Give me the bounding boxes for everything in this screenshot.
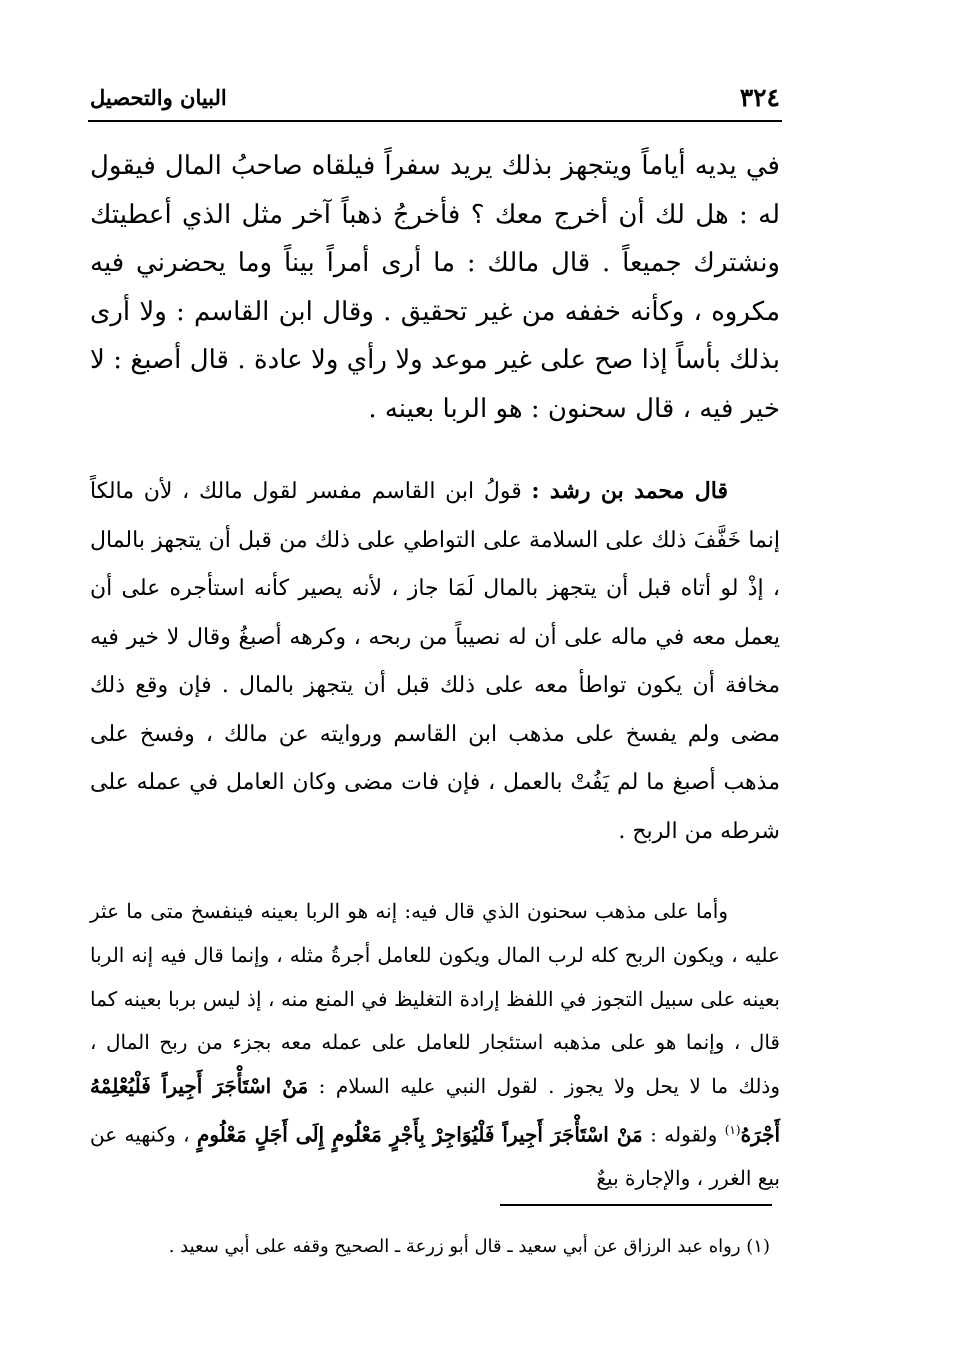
hadith-quote-1: مَنْ اسْتَأْجَرَ أَجِيراً فَلْيُعْلِمْهُ أَجْرَهُ xyxy=(90,1074,780,1147)
footnote-reference: (١) xyxy=(724,1122,741,1137)
paragraph-3-end: ، وكنهيه عن بيع الغرر ، والإجارة بيعٌ xyxy=(90,1122,780,1191)
hadith-quote-2: مَنْ اسْتَأْجَرَ أَجِيراً فَلْيُوَاجِرْ بِأَجْرٍ مَعْلُومٍ إِلَى أَجَلٍ مَعْلُومٍ xyxy=(197,1122,643,1147)
speaker-label: قال محمد بن رشد : xyxy=(531,478,728,504)
footnote: (١) رواه عبد الرزاق عن أبي سعيد ـ قال أبو زرعة ـ الصحيح وقفه على أبي سعيد . xyxy=(168,1236,770,1257)
paragraph-3-mid: ولقوله : xyxy=(642,1122,725,1147)
paragraph-2-body: قولُ ابن القاسم مفسر لقول مالك ، لأن مالكاً إنما خَفَّفَ ذلك على السلامة على التواطي على ذلك من قبل أن يتجهز بالمال ، إذْ لو أتاه قبل أن يتجهز بالمال لَمَا جاز ، لأنه يصير كأنه استأجره على أن يعمل معه في ماله على أن له نصيباً من ربحه ، وكرهه أصبغُ وقال لا خير فيه مخافة أن يكون تواطأ معه على ذلك قبل أن يتجهز بالمال . فإن وقع ذلك مضى ولم يفسخ على مذهب ابن القاسم وروايته عن مالك ، وفسخ على مذهب أصبغ ما لم يَفُتْ بالعمل ، فإن فات مضى وكان العامل في عمله على شرطه من الربح . xyxy=(90,479,780,844)
footnote-rule xyxy=(500,1204,772,1206)
running-title: البيان والتحصيل xyxy=(90,85,227,110)
paragraph-3 xyxy=(90,890,780,1201)
page-number: ٣٢٤ xyxy=(739,83,780,112)
paragraph-2 xyxy=(90,467,780,856)
paragraph-3-start: وأما على مذهب سحنون الذي قال فيه: إنه هو الربا بعينه فينفسخ متى ما عثر عليه ، ويكون الربح كله لرب المال ويكون للعامل أجرةُ مثله ، وإنما قال فيه إنه الربا بعينه على سبيل التجوز في اللفظ إرادة التغليظ في المنع منه ، إذ ليس بربا بعينه كما قال ، وإنما هو على مذهبه استئجار للعامل على عمله معه بجزء من ربح المال ، وذلك ما لا يحل ولا يجوز . لقول النبي عليه السلام : xyxy=(90,899,780,1099)
page-header xyxy=(90,80,780,116)
paragraph-1: في يديه أياماً ويتجهز بذلك يريد سفراً فيلقاه صاحبُ المال فيقول له : هل لك أن أخرج معك ؟ فأخرجُ ذهباً آخر مثل الذي أعطيتك ونشترك جميعاً . قال مالك : ما أرى أمراً بيناً وما يحضرني فيه مكروه ، وكأنه خففه من غير تحقيق . وقال ابن القاسم : ولا أرى بذلك بأساً إذا صح على غير موعد ولا رأي ولا عادة . قال أصبغ : لا خير فيه ، قال سحنون : هو الربا بعينه . xyxy=(90,151,780,424)
body-text xyxy=(90,142,780,1201)
header-rule xyxy=(88,120,782,122)
